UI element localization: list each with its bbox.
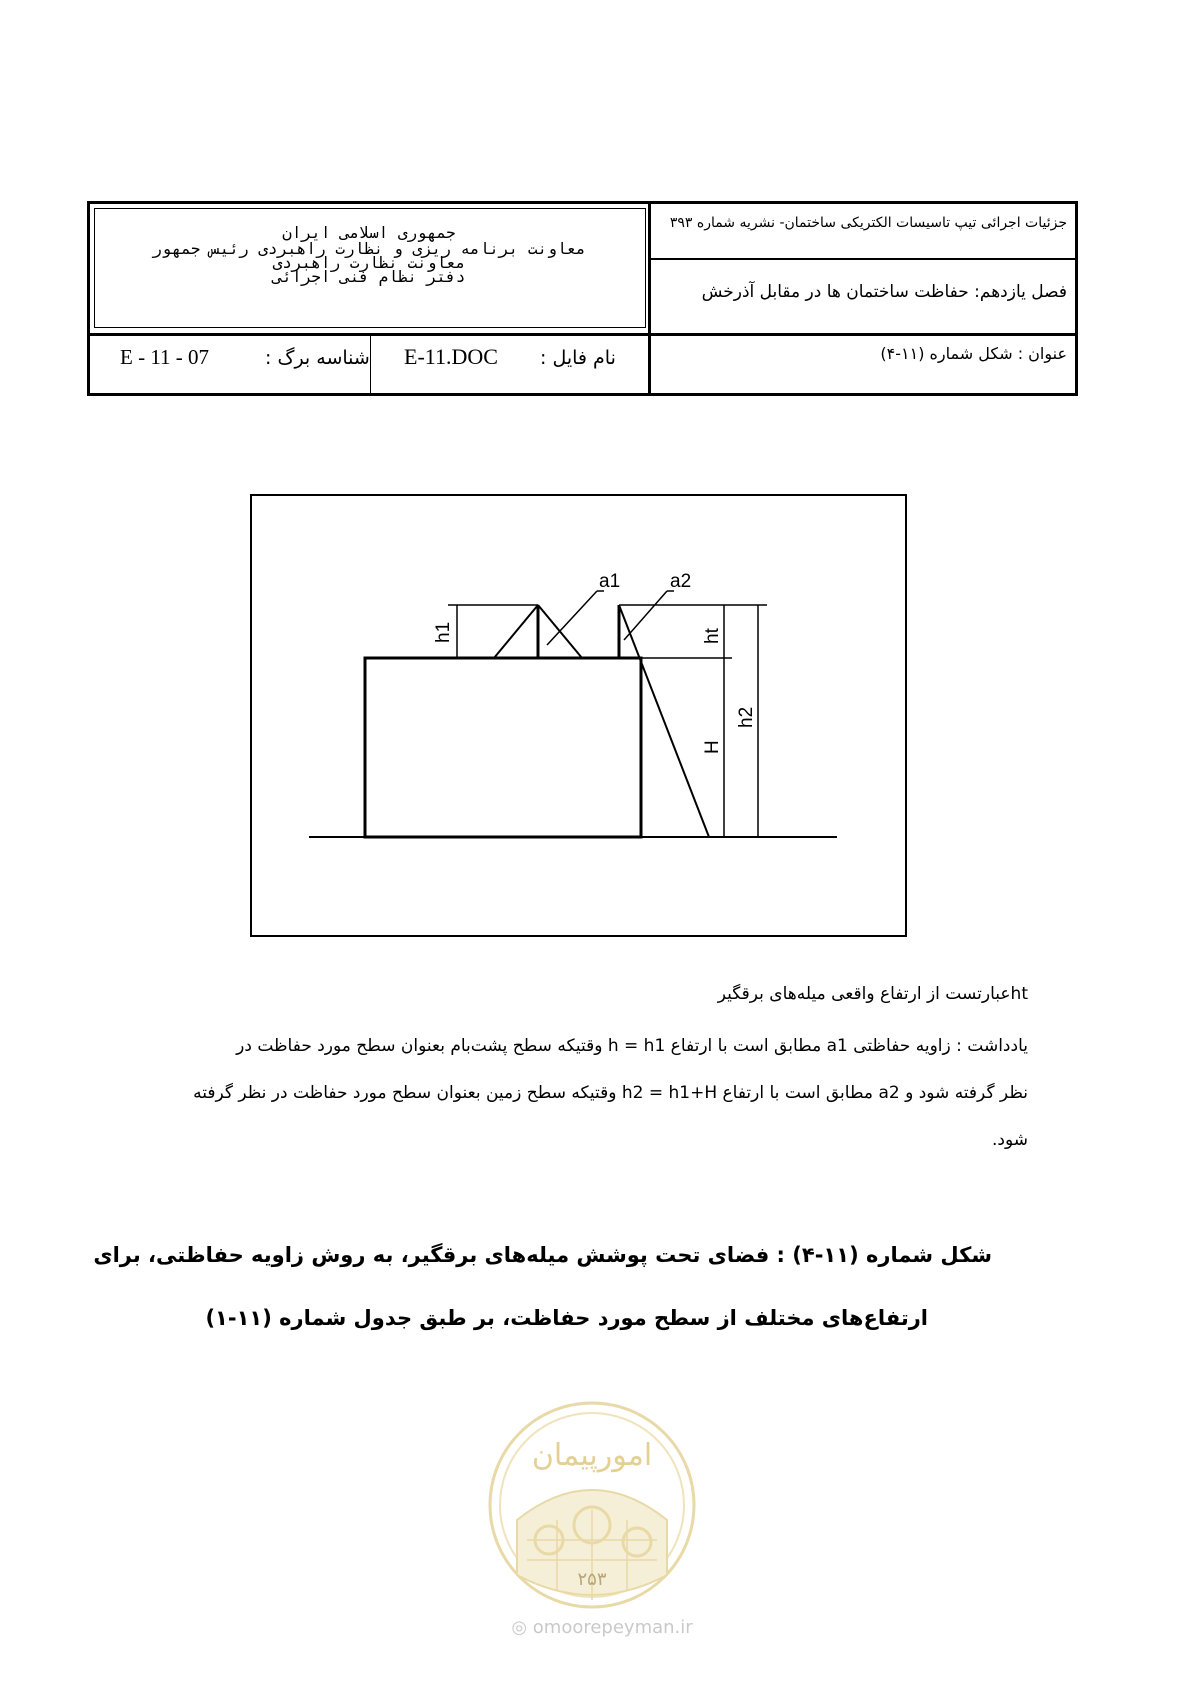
a1-leader <box>547 591 597 645</box>
figure-caption-line: شکل شماره (۱۱-۴) : فضای تحت پوشش میله‌های برقگیر، به روش زاویه حفاظتی، برای <box>93 1243 992 1267</box>
chapter-title: فصل یازدهم: حفاظت ساختمان ها در مقابل آذرخش <box>701 282 1067 302</box>
label-h1: h1 <box>433 621 454 643</box>
protection-line-ground <box>619 605 709 837</box>
org-line: معاونت برنامه ریزی و نظارت راهبردی رئیس جمهور <box>152 239 586 258</box>
stamp-text: امورپیمان <box>531 1438 653 1473</box>
header-table <box>87 201 1078 396</box>
protection-angle-figure <box>250 494 907 937</box>
org-line: دفتر نظام فنی اجرائی <box>272 267 466 286</box>
label-a2: a2 <box>670 571 692 592</box>
org-line: جمهوری اسلامی ایران <box>282 223 456 242</box>
header-divider <box>651 258 1075 260</box>
figure-caption-line: ارتفاع‌های مختلف از سطح مورد حفاظت، بر طبق جدول شماره (۱۱-۱) <box>205 1306 928 1330</box>
label-h2: h2 <box>736 706 757 728</box>
sheet-label: شناسه برگ : <box>265 347 370 369</box>
note-line: نظر گرفته شود و a2 مطابق است با ارتفاع h2 = h1+H وقتیکه سطح زمین بعنوان سطح مورد حفاظت در نظر گرفته <box>193 1083 1028 1103</box>
header-divider <box>90 333 1075 336</box>
label-a1: a1 <box>599 571 621 592</box>
page-number: ۲۵۳ <box>577 1569 607 1590</box>
label-H: H <box>702 740 723 754</box>
figure-drawing <box>252 496 905 935</box>
site-name: omoorepeyman.ir <box>532 1617 693 1638</box>
file-name: E-11.DOC <box>404 344 498 369</box>
header-divider <box>648 204 651 393</box>
a2-leader <box>624 591 667 640</box>
org-line: معاونت نظارت راهبردی <box>272 253 466 272</box>
protection-line-left <box>494 605 538 658</box>
note-line: شود. <box>991 1130 1028 1150</box>
publication-title: جزئیات اجرائی تیپ تاسیسات الکتریکی ساختمان- نشریه شماره ۳۹۳ <box>669 215 1067 231</box>
figure-title: عنوان : شکل شماره (۱۱-۴) <box>880 344 1067 363</box>
site-watermark <box>497 1617 707 1638</box>
globe-icon: ◎ <box>511 1617 528 1638</box>
sheet-id: E - 11 - 07 <box>120 345 210 369</box>
building <box>365 658 641 837</box>
note-line: یادداشت : زاویه حفاظتی a1 مطابق است با ارتفاع h = h1 وقتیکه سطح پشت‌بام بعنوان سطح مورد حفاظت در <box>236 1036 1028 1056</box>
label-ht: ht <box>702 628 723 644</box>
file-label: نام فایل : <box>540 347 616 369</box>
ht-definition: htعبارتست از ارتفاع واقعی میله‌های برقگیر <box>717 984 1028 1004</box>
header-divider <box>370 335 371 393</box>
logo-stamp <box>487 1400 697 1610</box>
